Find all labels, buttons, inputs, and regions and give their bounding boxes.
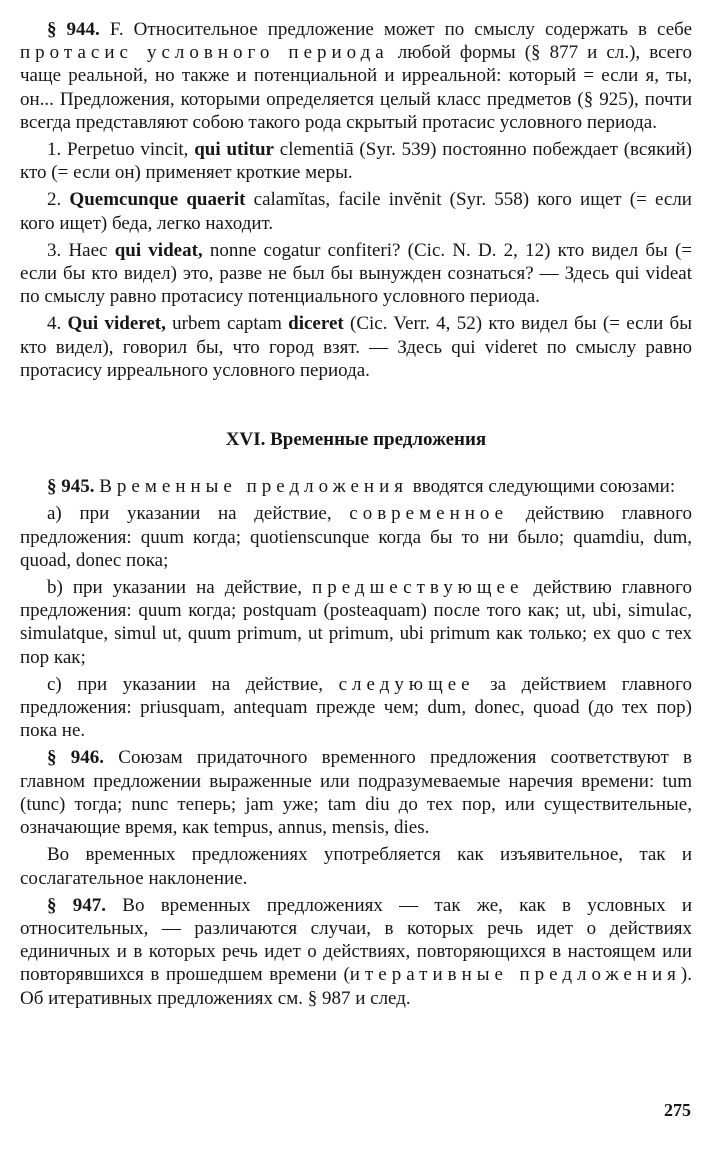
- chapter-heading: XVI. Временные предложения: [225, 429, 487, 451]
- list-item-b: b) при указании на действие, предшествующее действию главного предложения: quum когда; postquam (posteaquam) после того как; ut, ubi, simulac, simulatque, simul ut, quum primum, ut primum, ubi primum как только; ex quo с тех пор как;: [20, 577, 692, 668]
- page-number: 275: [664, 1100, 691, 1120]
- example-3: 3. Haec qui videat, nonne cogatur confiteri? (Cic. N. D. 2, 12) кто видел бы (= если бы кто видел) это, разве не был бы вынужден сознаться? — Здесь qui videat по смыслу равно протасису потенциального условного периода.: [20, 239, 693, 308]
- example-1: 1. Perpetuo vincit, qui utitur clementiā (Syr. 539) постоянно побеждает (всякий) кто (= если он) применяет кроткие меры.: [20, 139, 692, 184]
- paragraph-945: § 945. Временные предложения вводятся следующими союзами:: [47, 476, 676, 498]
- paragraph-944: § 944. F. Относительное предложение может по смыслу содержать в себе протасис условного периода любой формы (§ 877 и сл.), всего чаще реальной, но также и потенциальной и ирреальной: который = если я, ты, он... Предложения, которыми определяется целый класс предметов (§ 925), почти всегда представляют собою такого рода скрытый протасис условного периода.: [20, 19, 692, 133]
- example-2: 2. Quemcunque quaerit calamĭtas, facile invĕnit (Syr. 558) кого ищет (= если кого ищет) беда, легко находит.: [20, 189, 692, 234]
- list-item-a: a) при указании на действие, современное действию главного предложения: quum когда; quotienscunque когда бы то ни было; quamdiu, dum, quoad, donec пока;: [20, 503, 692, 571]
- page-body: [20, 18, 692, 1014]
- paragraph-947: § 947. Во временных предложениях — так же, как в условных и относительных, — различаются случаи, в которых речь идет о действиях единичных и в которых речь идет о действиях, повторяющихся в настоящем или повторявшихся в прошедшем времени (итеративные предложения). Об итеративных предложениях см. § 987 и след.: [20, 894, 693, 1009]
- list-item-c: c) при указании на действие, следующее за действием главного предложения: priusquam, antequam прежде чем; dum, donec, quoad (до тех пор) пока не.: [20, 673, 692, 742]
- section-number: § 947.: [47, 894, 107, 916]
- paragraph-946-note: Во временных предложениях употребляется как изъявительное, так и сослагательное наклонение.: [20, 844, 692, 889]
- section-number: § 944.: [47, 19, 100, 40]
- example-4: 4. Qui videret, urbem captam diceret (Cic. Verr. 4, 52) кто видел бы (= если бы кто видел), говорил бы, что город взят. — Здесь qui videret по смыслу равно протасису ирреального условного периода.: [20, 313, 692, 381]
- section-number: § 946.: [47, 747, 105, 769]
- section-number: § 945.: [47, 476, 95, 498]
- paragraph-946: § 946. Союзам придаточного временного предложения соответствуют в главном предложении выраженные или подразумеваемые наречия времени: tum (tunc) тогда; nunc теперь; jam уже; tam diu до тех пор, или существительные, означающие время, как tempus, annus, mensis, dies.: [20, 747, 692, 839]
